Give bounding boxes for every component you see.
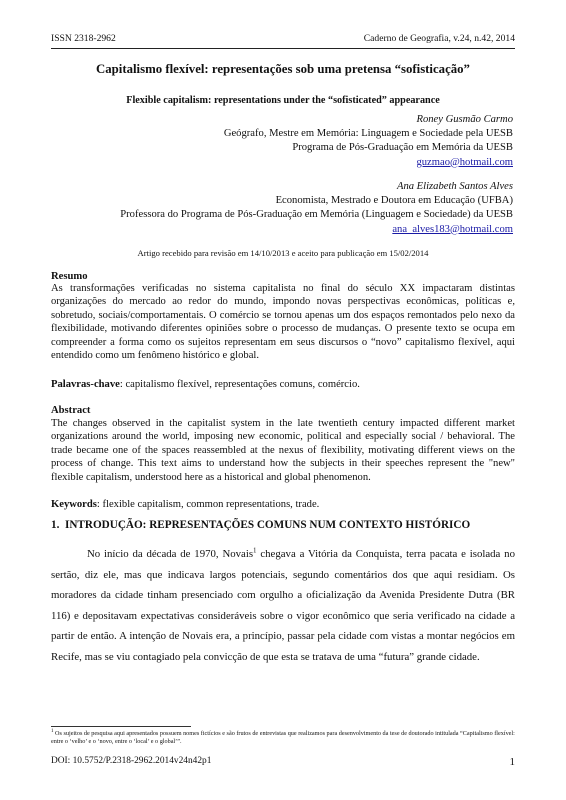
author-affiliation: Economista, Mestrado e Doutora em Educação (UFBA) bbox=[275, 195, 513, 207]
keywords-text: : flexible capitalism, common representations, trade. bbox=[96, 499, 320, 510]
footnote-rule bbox=[51, 726, 191, 727]
author-affiliation: Geógrafo, Mestre em Memória: Linguagem e Sociedade pela UESB bbox=[223, 128, 513, 140]
body-text: No início da década de 1970, Novais bbox=[87, 548, 254, 560]
resumo-heading: Resumo bbox=[51, 271, 88, 282]
section-number: 1. bbox=[51, 519, 60, 531]
author-block-1 bbox=[51, 113, 513, 170]
abstract-heading: Abstract bbox=[51, 405, 91, 416]
received-note: Artigo recebido para revisão em 14/10/2013 e aceito para publicação em 15/02/2014 bbox=[137, 248, 429, 258]
article-subtitle: Flexible capitalism: representations under the “sofisticated” appearance bbox=[126, 95, 440, 106]
keywords-label: Keywords bbox=[51, 499, 97, 510]
author-email-link[interactable]: ana_alves183@hotmail.com bbox=[392, 223, 513, 235]
section-heading bbox=[51, 519, 515, 531]
author-affiliation: Professora do Programa de Pós-Graduação em Memória (Linguagem e Sociedade) da UESB bbox=[120, 209, 513, 221]
doi: DOI: 10.5752/P.2318-2962.2014v24n42p1 bbox=[51, 756, 212, 766]
article-title: Capitalismo flexível: representações sob uma pretensa “sofisticação” bbox=[96, 62, 470, 76]
journal-citation: Caderno de Geografia, v.24, n.42, 2014 bbox=[363, 33, 515, 44]
page-number: 1 bbox=[509, 756, 515, 768]
footnote bbox=[51, 730, 515, 746]
keywords bbox=[51, 498, 515, 511]
palavras-chave bbox=[51, 378, 515, 391]
footnote-number: 1 bbox=[51, 728, 54, 734]
author-name: Ana Elizabeth Santos Alves bbox=[396, 181, 513, 192]
author-email-link[interactable]: guzmao@hotmail.com bbox=[416, 156, 513, 168]
body-paragraph bbox=[51, 544, 515, 668]
page-footer bbox=[51, 756, 515, 768]
palavras-chave-text: : capitalismo flexível, representações comuns, comércio. bbox=[119, 379, 360, 390]
body-text: chegava a Vitória da Conquista, terra pacata e isolada no sertão, diz ele, mas que indicava largos potenciais, segundo comentários dos que aqui residiam. Os moradores da cidade tinham presenciado com orgulho a oficialização da Avenida Presidente Dutra (BR 116) e depositavam expectativas consideráveis sobre o vigor econômico que seria verificado na cidade a partir de então. A intenção de Novais era, a princípio, passar pela cidade com vistas a montar negócios em Recife, mas se viu contagiado pela convicção de que esta se tratava de uma “futura” grande cidade. bbox=[51, 548, 515, 663]
running-header bbox=[51, 33, 515, 44]
issn: ISSN 2318-2962 bbox=[51, 33, 116, 44]
footnote-marker[interactable]: 1 bbox=[253, 546, 257, 555]
footnote-text: Os sujeitos de pesquisa aqui apresentados possuem nomes fictícios e são frutos de entrevistas que realizamos para desenvolvimento da tese de doutorado intitulada “Capitalismo flexível: entre o ‘velho’ e o ‘novo, entre o ‘local’ e o global’”. bbox=[51, 730, 515, 746]
header-rule bbox=[51, 48, 515, 49]
author-block-2 bbox=[51, 180, 513, 237]
author-affiliation: Programa de Pós-Graduação em Memória da UESB bbox=[292, 142, 513, 154]
section-title: INTRODUÇÃO: REPRESENTAÇÕES COMUNS NUM CONTEXTO HISTÓRICO bbox=[64, 519, 471, 531]
abstract-text: The changes observed in the capitalist system in the late twentieth century impacted different market organizations around the world, imposing new economic, political and especially social / behavioral. The trade became one of the spaces reassembled at the nexus of flexibility, motivating different views on the process of change. This text aims to understand how the subjects in their speeches represent the "new" flexible capitalism, understood here as a historical and global phenomenon. bbox=[51, 418, 515, 483]
resumo-text: As transformações verificadas no sistema capitalista no final do século XX impactaram distintas organizações do mercado ao redor do mundo, impondo novas perspectivas econômicas, políticas e, sobretudo, sociais/comportamentais. O comércio se tornou apenas um dos espaços remontados pelo nexo da flexibilidade, motivando diferentes opiniões sobre o processo de mudanças. O presente texto se ocupa em compreender a forma como os sujeitos representam em seus discursos o “novo” capitalismo flexível, aqui entendido como um fenômeno histórico e global. bbox=[51, 283, 515, 362]
author-name: Roney Gusmão Carmo bbox=[416, 114, 513, 125]
palavras-chave-label: Palavras-chave bbox=[51, 379, 120, 390]
